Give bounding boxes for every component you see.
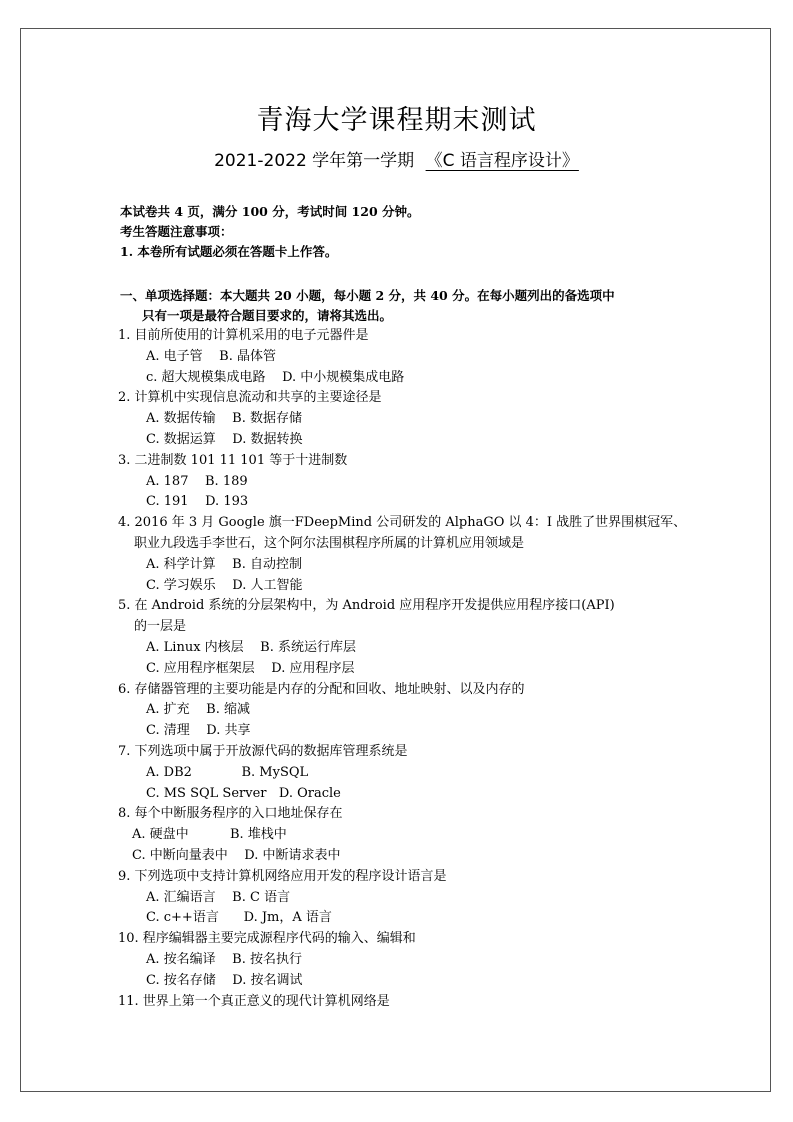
question-stem: 2. 计算机中实现信息流动和共享的主要途径是: [118, 390, 382, 406]
question-item: [118, 867, 758, 929]
question-item: [118, 929, 758, 991]
answer-option: D. 中断请求表中: [227, 847, 341, 863]
option-row: [118, 888, 758, 909]
option-row: [118, 492, 758, 513]
answer-option: D. Jm，A 语言: [218, 910, 332, 926]
question-stem: 8. 每个中断服务程序的入口地址保存在: [118, 806, 343, 822]
option-row: [118, 950, 758, 971]
answer-option: D. 按名调试: [215, 972, 303, 988]
answer-option: A. 科学计算: [146, 556, 216, 572]
option-row: [118, 784, 758, 805]
answer-option: B. MySQL: [191, 764, 309, 780]
option-row: [118, 409, 758, 430]
answer-option: B. 系统运行库层: [243, 639, 357, 655]
answer-option: A. Linux 内核层: [146, 639, 244, 655]
answer-option: B. 晶体管: [202, 348, 277, 364]
answer-option: B. C 语言: [215, 889, 291, 905]
answer-option: A. 187: [146, 473, 189, 489]
option-row: [118, 763, 758, 784]
answer-option: D. 共享: [189, 723, 251, 739]
option-row: [118, 971, 758, 992]
question-item: [118, 680, 758, 742]
answer-option: C. 191: [146, 494, 189, 510]
answer-option: D. 人工智能: [215, 577, 303, 593]
course-name: 《C 语言程序设计》: [425, 151, 579, 171]
answer-option: A. 硬盘中: [132, 827, 189, 843]
option-row: [118, 846, 758, 867]
answer-option: D. Oracle: [266, 785, 341, 801]
option-row: [118, 430, 758, 451]
question-list: [118, 326, 758, 1012]
answer-option: C. MS SQL Server: [146, 785, 267, 801]
option-row: [118, 638, 758, 659]
option-row: [118, 825, 758, 846]
answer-option: B. 189: [188, 473, 248, 489]
option-row: [118, 659, 758, 680]
answer-option: D. 数据转换: [215, 431, 303, 447]
answer-option: A. 数据传输: [146, 411, 216, 427]
question-stem: 9. 下列选项中支持计算机网络应用开发的程序设计语言是: [118, 868, 447, 884]
exam-notes: [120, 202, 720, 262]
exam-title: 青海大学课程期末测试: [256, 105, 537, 136]
question-item: [118, 451, 758, 513]
answer-option: C. c++语言: [146, 910, 219, 926]
option-row: [118, 576, 758, 597]
section-heading-line1: 一、单项选择题：本大题共 20 小题，每小题 2 分，共 40 分。在每小题列出的备选项中: [120, 288, 615, 303]
note-line: 考生答题注意事项：: [120, 224, 233, 239]
answer-option: A. DB2: [146, 764, 192, 780]
answer-option: B. 自动控制: [215, 556, 303, 572]
answer-option: C. 中断向量表中: [132, 847, 228, 863]
option-row: [118, 347, 758, 368]
section-heading-line2: 只有一项是最符合题目要求的，请将其选出。: [142, 308, 393, 323]
answer-option: B. 缩减: [189, 702, 251, 718]
question-item: [118, 326, 758, 388]
exam-term: 2021-2022 学年第一学期: [214, 151, 415, 171]
note-line: 本试卷共 4 页，满分 100 分，考试时间 120 分钟。: [120, 204, 420, 219]
option-row: [118, 368, 758, 389]
option-row: [118, 555, 758, 576]
answer-option: C. 按名存储: [146, 972, 216, 988]
answer-option: A. 电子管: [146, 348, 203, 364]
answer-option: B. 堆栈中: [188, 827, 287, 843]
question-stem: 4. 2016 年 3 月 Google 旗一FDeepMind 公司研发的 AlphaGO 以 4：I 战胜了世界围棋冠军、: [118, 515, 687, 531]
question-stem: 10. 程序编辑器主要完成源程序代码的输入、编辑和: [118, 931, 416, 947]
answer-option: c. 超大规模集成电路: [146, 369, 266, 385]
question-stem: 7. 下列选项中属于开放源代码的数据库管理系统是: [118, 743, 408, 759]
answer-option: A. 汇编语言: [146, 889, 216, 905]
question-stem: 11. 世界上第一个真正意义的现代计算机网络是: [118, 993, 390, 1009]
option-row: [118, 908, 758, 929]
note-line: 1. 本卷所有试题必须在答题卡上作答。: [120, 244, 338, 259]
question-item: [118, 388, 758, 450]
exam-subtitle: [0, 146, 793, 171]
question-stem: 6. 存储器管理的主要功能是内存的分配和回收、地址映射、以及内存的: [118, 681, 525, 697]
answer-option: A. 扩充: [146, 702, 190, 718]
answer-option: C. 清理: [146, 723, 190, 739]
option-row: [118, 700, 758, 721]
question-stem: 1. 目前所使用的计算机采用的电子元器件是: [118, 328, 369, 343]
answer-option: C. 应用程序框架层: [146, 660, 255, 676]
option-row: [118, 721, 758, 742]
option-row: [118, 472, 758, 493]
answer-option: A. 按名编译: [146, 951, 216, 967]
question-item: [118, 596, 758, 679]
question-item: [118, 992, 758, 1013]
question-item: [118, 804, 758, 866]
answer-option: D. 中小规模集成电路: [265, 369, 405, 385]
question-stem-continued: 职业九段选手李世石，这个阿尔法围棋程序所属的计算机应用领域是: [134, 535, 525, 551]
question-item: [118, 742, 758, 804]
question-stem-continued: 的一层是: [134, 619, 187, 635]
question-item: [118, 513, 758, 596]
answer-option: B. 数据存储: [215, 411, 303, 427]
question-stem: 3. 二进制数 101 11 101 等于十进制数: [118, 452, 348, 468]
answer-option: D. 应用程序层: [254, 660, 355, 676]
answer-option: C. 数据运算: [146, 431, 216, 447]
section-heading: [120, 286, 720, 326]
question-stem: 5. 在 Android 系统的分层架构中，为 Android 应用程序开发提供应用程序接口(API): [118, 598, 615, 614]
answer-option: D. 193: [188, 494, 249, 510]
answer-option: C. 学习娱乐: [146, 577, 216, 593]
answer-option: B. 按名执行: [215, 951, 303, 967]
